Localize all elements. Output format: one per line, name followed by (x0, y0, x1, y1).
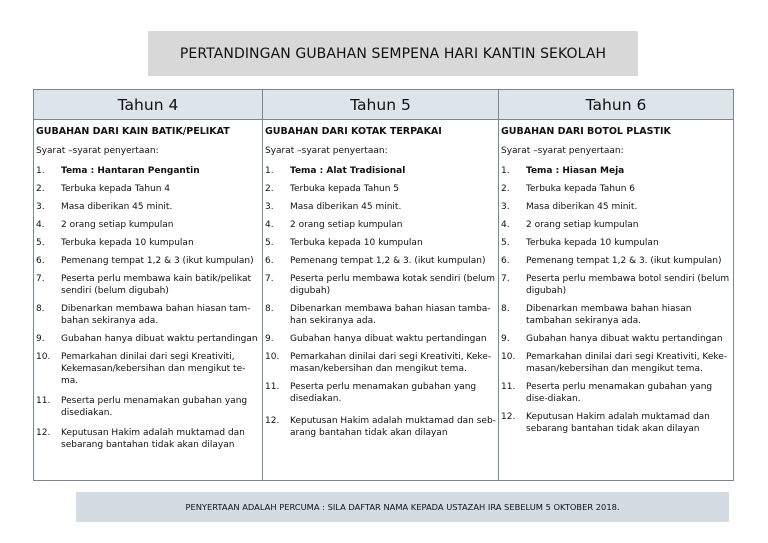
item-number: 2. (265, 184, 274, 194)
requirement-item (501, 183, 731, 195)
item-number: 6. (501, 256, 510, 266)
item-number: 10. (265, 352, 280, 362)
item-number: 8. (265, 304, 274, 314)
requirements-list (501, 165, 731, 435)
item-number: 11. (265, 382, 280, 392)
requirement-item (501, 411, 731, 435)
requirement-item (36, 183, 260, 195)
item-text: Terbuka kepada Tahun 4 (61, 184, 171, 194)
item-number: 1. (265, 166, 274, 176)
requirement-item (265, 165, 496, 177)
item-text: Pemenang tempat 1,2 & 3 (ikut kumpulan) (61, 256, 254, 266)
competition-table (33, 89, 734, 481)
item-number: 3. (265, 202, 274, 212)
footer-text: PENYERTAAN ADALAH PERCUMA : SILA DAFTAR NAMA KEPADA USTAZAH IRA SEBELUM 5 OKTOBER 2018. (185, 502, 620, 512)
requirement-item (265, 237, 496, 249)
item-text: Keputusan Hakim adalah muktamad dan sebarang bantahan tidak akan dilayan (526, 412, 710, 434)
item-number: 6. (265, 256, 274, 266)
item-text: Peserta perlu membawa botol sendiri (belum digubah) (526, 274, 730, 296)
item-number: 10. (36, 352, 51, 362)
requirement-item (36, 165, 260, 177)
item-text: Masa diberikan 45 minit. (290, 202, 402, 212)
item-number: 9. (265, 334, 274, 344)
requirement-item (36, 219, 260, 231)
item-text: Masa diberikan 45 minit. (526, 202, 638, 212)
item-text: 2 orang setiap kumpulan (61, 220, 174, 230)
column-body (34, 120, 262, 451)
requirement-item (265, 201, 496, 213)
requirement-item (501, 303, 731, 327)
requirement-item (265, 273, 496, 297)
item-text: Pemenang tempat 1,2 & 3. (ikut kumpulan) (290, 256, 486, 266)
requirement-item (501, 351, 731, 375)
requirement-item (501, 381, 731, 405)
item-number: 2. (501, 184, 510, 194)
requirement-item (265, 219, 496, 231)
item-number: 12. (501, 412, 516, 422)
column-header: Tahun 4 (34, 90, 262, 120)
item-text: Terbuka kepada Tahun 6 (526, 184, 636, 194)
requirement-item (265, 333, 496, 345)
item-number: 4. (36, 220, 45, 230)
item-number: 4. (265, 220, 274, 230)
title-banner (148, 31, 638, 76)
item-text: Tema : Hantaran Pengantin (61, 166, 200, 176)
requirement-item (501, 237, 731, 249)
category-title: GUBAHAN DARI KOTAK TERPAKAI (265, 126, 442, 137)
item-text: Pemarkahan dinilai dari segi Kreativiti, Kekemasan/kebersihan dan mengikut te-ma. (61, 352, 246, 386)
item-text: Gubahan hanya dibuat waktu pertandingan (61, 334, 258, 344)
requirement-item (36, 351, 260, 387)
requirement-item (36, 395, 260, 419)
requirement-item (265, 255, 496, 267)
item-text: Pemenang tempat 1,2 & 3. (ikut kumpulan) (526, 256, 722, 266)
item-text: Peserta perlu menamakan gubahan yang disediakan. (290, 382, 477, 404)
category-title: GUBAHAN DARI KAIN BATIK/PELIKAT (36, 126, 230, 137)
requirement-item (36, 333, 260, 345)
item-text: Gubahan hanya dibuat waktu pertandingan (526, 334, 723, 344)
item-number: 9. (501, 334, 510, 344)
item-text: Gubahan hanya dibuat waktu pertandingan (290, 334, 487, 344)
requirements-label: Syarat –syarat penyertaan: (501, 146, 624, 156)
item-text: Dibenarkan membawa bahan hiasan tamba-han sekiranya ada. (290, 304, 491, 326)
item-number: 4. (501, 220, 510, 230)
item-text: Terbuka kepada Tahun 5 (290, 184, 400, 194)
item-text: Tema : Alat Tradisional (290, 166, 406, 176)
item-text: Keputusan Hakim adalah muktamad dan sebarang bantahan tidak akan dilayan (61, 428, 245, 450)
item-number: 12. (36, 428, 51, 438)
requirement-item (501, 219, 731, 231)
item-number: 2. (36, 184, 45, 194)
item-text: Pemarkahan dinilai dari segi Kreativiti, Keke-masan/kebersihan dan mengikut tema. (290, 352, 492, 374)
item-text: 2 orang setiap kumpulan (290, 220, 403, 230)
column-body (499, 120, 733, 435)
item-number: 8. (36, 304, 45, 314)
item-number: 3. (36, 202, 45, 212)
item-text: Terbuka kepada 10 kumpulan (61, 238, 194, 248)
requirement-item (265, 303, 496, 327)
requirement-item (501, 273, 731, 297)
item-number: 1. (501, 166, 510, 176)
requirement-item (265, 351, 496, 375)
category-title: GUBAHAN DARI BOTOL PLASTIK (501, 126, 671, 137)
item-number: 11. (36, 396, 51, 406)
requirements-list (265, 165, 496, 439)
item-text: Peserta perlu membawa kain batik/pelikat sendiri (belum digubah) (61, 274, 252, 296)
item-number: 3. (501, 202, 510, 212)
item-number: 5. (265, 238, 274, 248)
requirement-item (501, 255, 731, 267)
item-text: Tema : Hiasan Meja (526, 166, 625, 176)
requirement-item (36, 303, 260, 327)
item-number: 6. (36, 256, 45, 266)
requirement-item (36, 201, 260, 213)
item-number: 12. (265, 416, 280, 426)
item-text: Dibenarkan membawa bahan hiasan tambahan sekiranya ada. (526, 304, 692, 326)
item-number: 7. (265, 274, 274, 284)
page-title: PERTANDINGAN GUBAHAN SEMPENA HARI KANTIN SEKOLAH (179, 45, 607, 62)
item-number: 5. (501, 238, 510, 248)
column-body (263, 120, 498, 439)
column-tahun-4 (34, 90, 262, 480)
requirements-list (36, 165, 260, 451)
requirements-label: Syarat –syarat penyertaan: (36, 146, 159, 156)
column-header: Tahun 5 (263, 90, 498, 120)
requirements-label: Syarat –syarat penyertaan: (265, 146, 388, 156)
item-number: 9. (36, 334, 45, 344)
item-text: Terbuka kepada 10 kumpulan (290, 238, 423, 248)
item-number: 7. (36, 274, 45, 284)
item-number: 8. (501, 304, 510, 314)
item-text: Masa diberikan 45 minit. (61, 202, 173, 212)
requirement-item (36, 255, 260, 267)
item-text: Peserta perlu menamakan gubahan yang dise-diakan. (526, 382, 713, 404)
item-number: 11. (501, 382, 516, 392)
item-text: Peserta perlu membawa kotak sendiri (belum digubah) (290, 274, 495, 296)
requirement-item (501, 333, 731, 345)
requirement-item (265, 415, 496, 439)
item-number: 5. (36, 238, 45, 248)
item-text: Pemarkahan dinilai dari segi Kreativiti, Keke-masan/kebersihan dan mengikut tema. (526, 352, 728, 374)
item-text: Peserta perlu menamakan gubahan yang disediakan. (61, 396, 248, 418)
column-header: Tahun 6 (499, 90, 733, 120)
requirement-item (501, 165, 731, 177)
item-text: 2 orang setiap kumpulan (526, 220, 639, 230)
requirement-item (36, 237, 260, 249)
item-text: Dibenarkan membawa bahan hiasan tam-bahan sekiranya ada. (61, 304, 251, 326)
requirement-item (265, 183, 496, 195)
footer-note (76, 492, 729, 522)
column-tahun-6 (498, 90, 733, 480)
requirement-item (501, 201, 731, 213)
requirement-item (265, 381, 496, 405)
item-text: Terbuka kepada 10 kumpulan (526, 238, 659, 248)
requirement-item (36, 273, 260, 297)
item-number: 10. (501, 352, 516, 362)
item-number: 1. (36, 166, 45, 176)
item-number: 7. (501, 274, 510, 284)
item-text: Keputusan Hakim adalah muktamad dan seb-arang bantahan tidak akan dilayan (290, 416, 496, 438)
column-tahun-5 (262, 90, 498, 480)
requirement-item (36, 427, 260, 451)
